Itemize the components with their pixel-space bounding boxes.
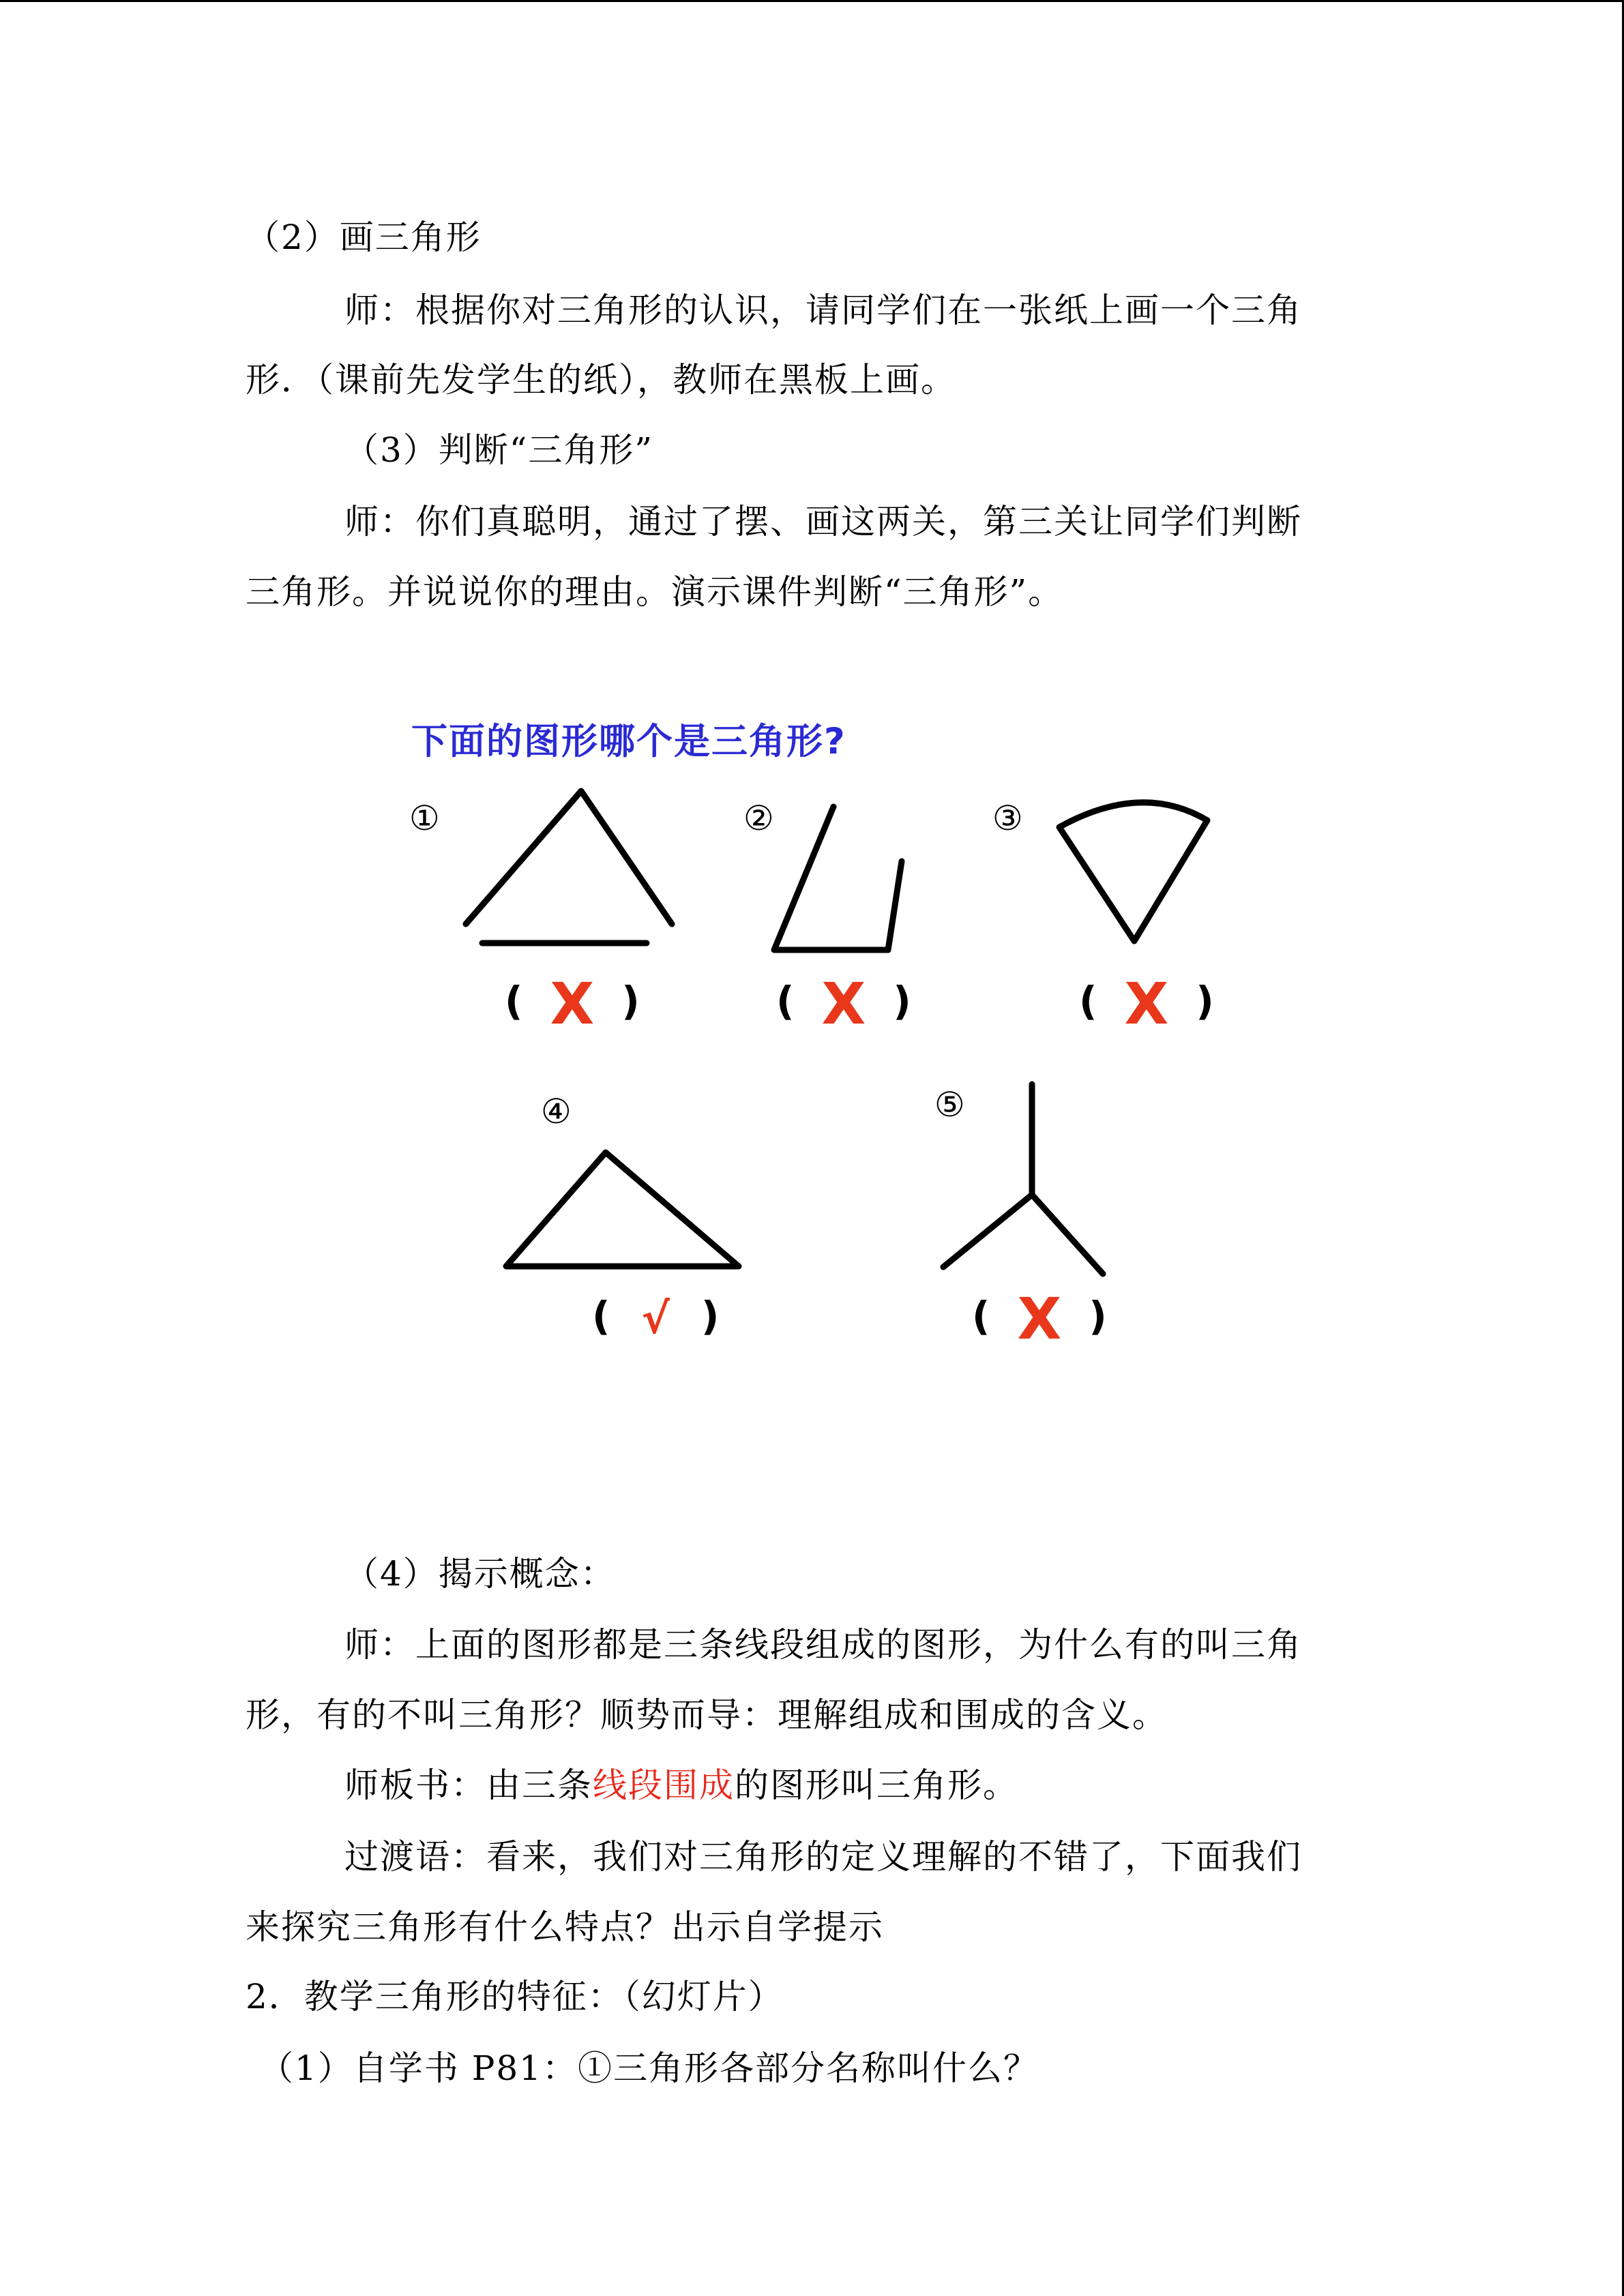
shape-2-right-side [888, 861, 902, 950]
verdict-paren-open: ( [1079, 978, 1097, 1024]
cross-mark-icon: X [1017, 1285, 1062, 1352]
verdict-paren-close: ) [621, 978, 640, 1024]
verdict-5 [972, 1285, 1107, 1352]
verdict-paren-close: ) [700, 1293, 720, 1339]
board-writing-suffix: 的图形叫三角形。 [735, 1765, 1018, 1805]
shape-number-2: ② [743, 799, 774, 838]
verdict-paren-open: ( [972, 1293, 990, 1339]
paragraph-transition-cont: 来探究三角形有什么特点？出示自学提示 [246, 1907, 884, 1947]
figure-title: 下面的图形哪个是三角形? [411, 721, 846, 762]
board-writing-prefix: 师板书：由三条 [344, 1765, 593, 1805]
shape-number-5: ⑤ [934, 1085, 965, 1124]
paragraph-concept-heading: （4）揭示概念： [344, 1554, 616, 1594]
paragraph-transition: 过渡语：看来，我们对三角形的定义理解的不错了，下面我们 [344, 1837, 1302, 1877]
shape-3-fan [1059, 803, 1207, 941]
paragraph-teacher-concept-cont: 形，有的不叫三角形？顺势而导：理解组成和围成的含义。 [246, 1695, 1168, 1735]
paragraph-teacher-judge: 师：你们真聪明，通过了摆、画这两关，第三关让同学们判断 [344, 502, 1302, 541]
verdict-2 [776, 970, 911, 1037]
shape-4-triangle [506, 1152, 739, 1266]
shape-1-open-sides [466, 791, 672, 924]
verdict-paren-open: ( [776, 978, 795, 1024]
cross-mark-icon: X [821, 970, 866, 1037]
shape-5-branches [943, 1195, 1103, 1274]
verdict-paren-open: ( [592, 1293, 610, 1339]
verdict-3 [1079, 970, 1214, 1037]
cross-mark-icon: X [1124, 970, 1169, 1037]
verdict-paren-close: ) [1089, 1293, 1107, 1339]
paragraph-teacher-judge-cont: 三角形。并说说你的理由。演示课件判断“三角形”。 [246, 572, 1064, 612]
paragraph-self-study: （1）自学书 P81：①三角形各部分名称叫什么？ [259, 2048, 1039, 2088]
verdict-paren-close: ) [893, 978, 911, 1024]
board-writing-emphasis: 线段围成 [593, 1765, 735, 1805]
verdict-4 [592, 1289, 719, 1346]
paragraph-teacher-draw-cont: 形．（课前先发学生的纸），教师在黑板上画。 [246, 360, 956, 400]
cross-mark-icon: X [550, 970, 595, 1037]
verdict-paren-close: ) [1196, 978, 1214, 1024]
paragraph-features-heading: 2．教学三角形的特征：（幻灯片） [246, 1977, 784, 2016]
verdict-paren-open: ( [505, 978, 523, 1024]
verdict-1 [505, 970, 640, 1037]
paragraph-draw-triangle-heading: （2）画三角形 [246, 218, 482, 257]
paragraph-judge-heading: （3）判断“三角形” [344, 430, 653, 470]
paragraph-teacher-draw: 师：根据你对三角形的认识，请同学们在一张纸上画一个三角 [344, 290, 1302, 330]
shape-number-1: ① [409, 799, 440, 838]
paragraph-board-writing [344, 1765, 1018, 1806]
shape-number-4: ④ [541, 1092, 572, 1131]
paragraph-teacher-concept: 师：上面的图形都是三条线段组成的图形，为什么有的叫三角 [344, 1625, 1302, 1665]
check-mark-icon: √ [641, 1293, 670, 1343]
shape-2-segments [774, 807, 888, 950]
shape-number-3: ③ [992, 799, 1023, 838]
